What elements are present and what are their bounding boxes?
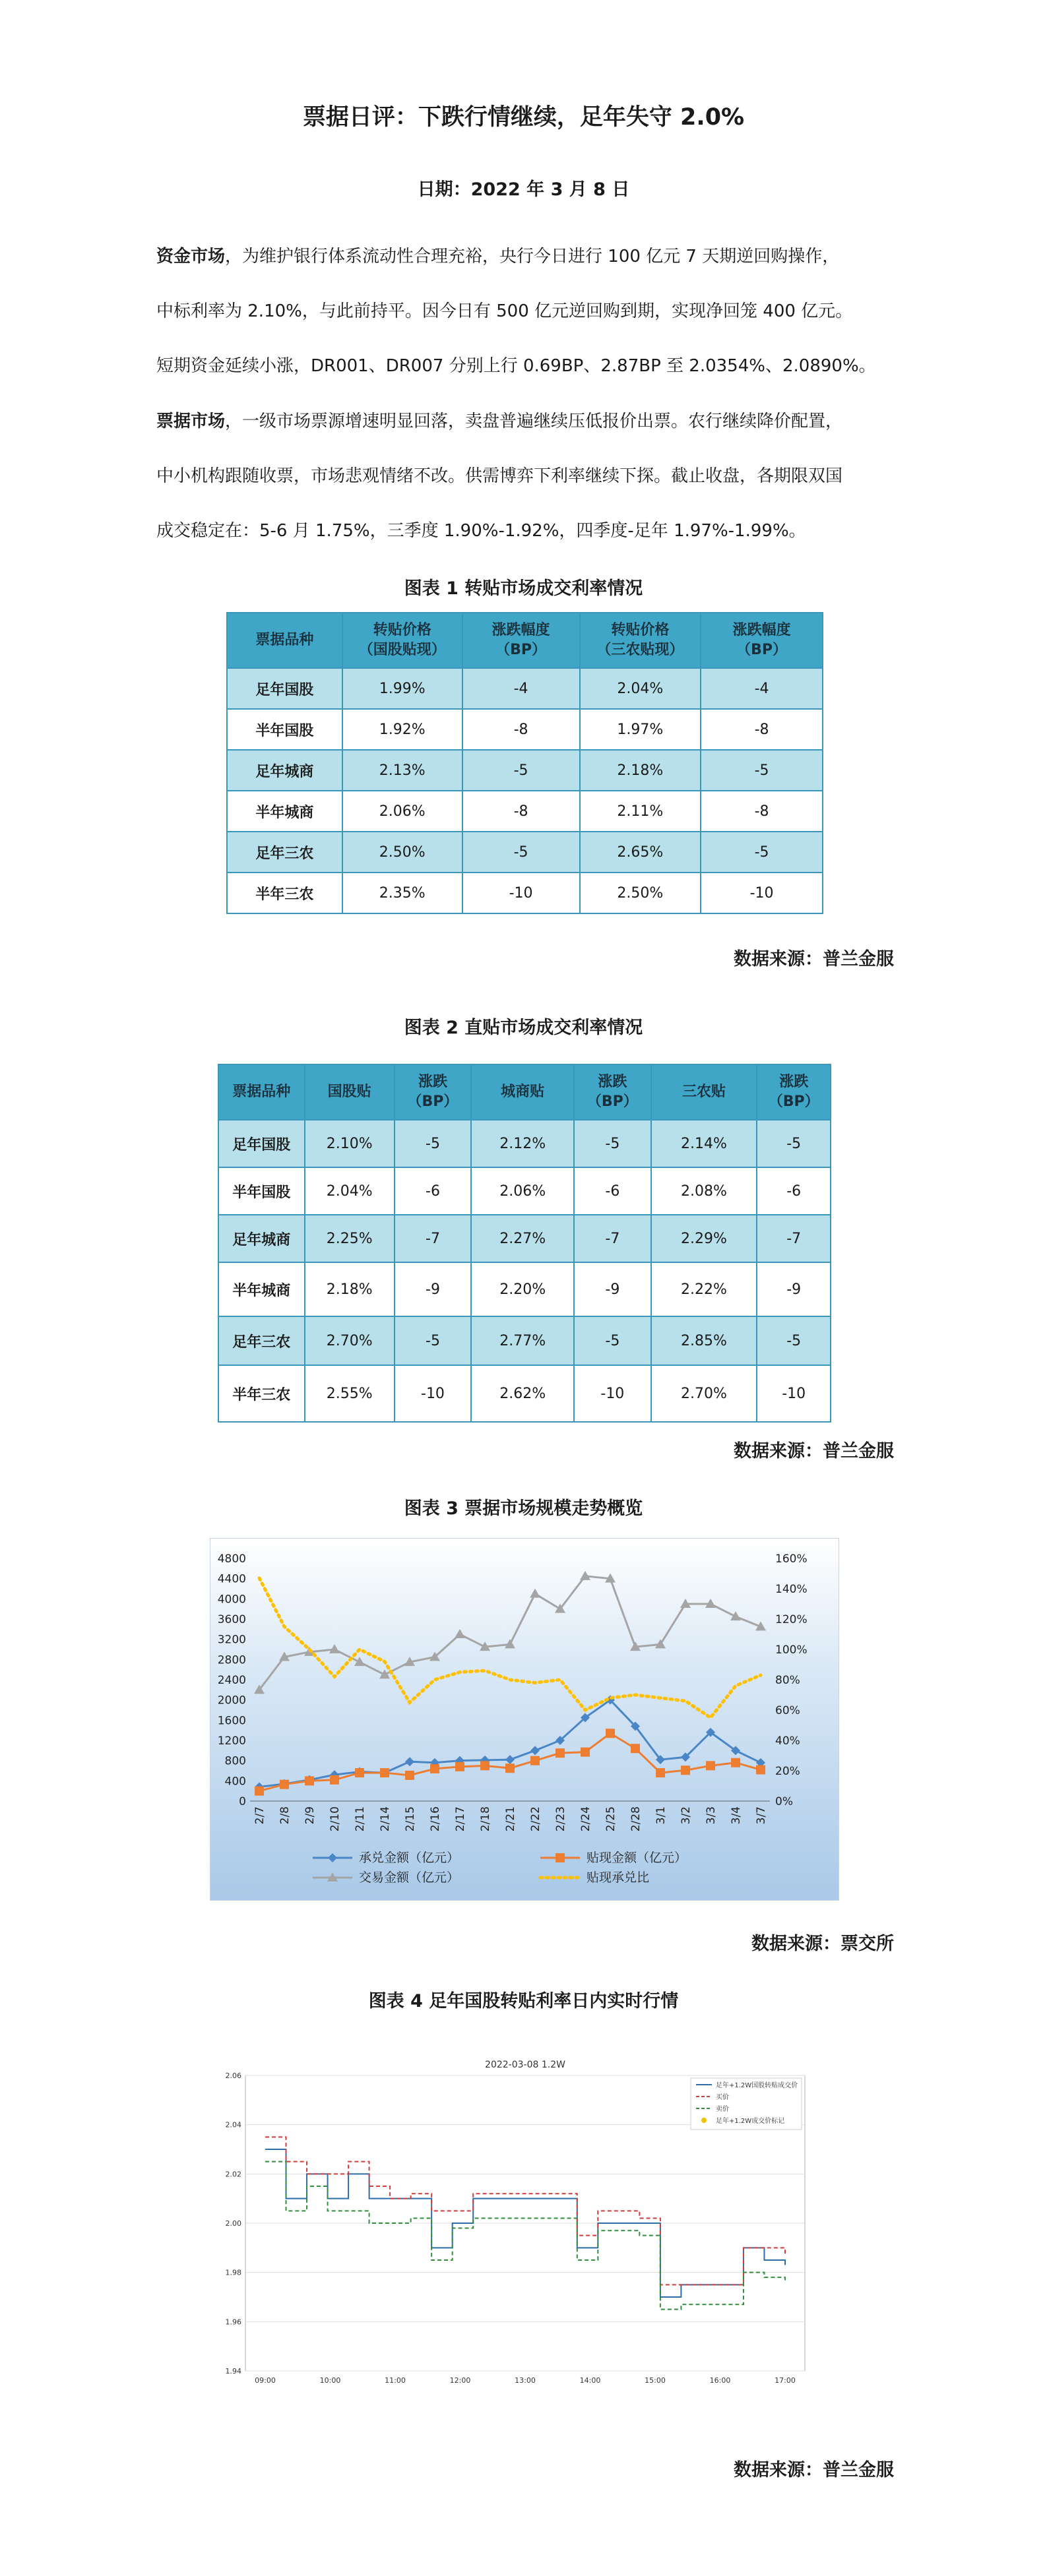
table-row — [227, 750, 823, 791]
row-label: 半年城商 — [227, 791, 342, 832]
row-label: 足年城商 — [227, 750, 342, 791]
table-cell: -8 — [701, 791, 823, 832]
y-left-tick-label: 3600 — [217, 1613, 246, 1626]
x-tick-label: 2/9 — [303, 1806, 317, 1825]
column-header-line: 转贴价格 — [373, 622, 431, 638]
y-right-tick-label: 140% — [775, 1583, 808, 1596]
table2-caption: 图表 2 直贴市场成交利率情况 — [404, 1018, 643, 1038]
y-left-tick-label: 2400 — [217, 1674, 246, 1687]
legend-label: 足年+1.2W成交价标记 — [716, 2118, 785, 2125]
column-header — [574, 1064, 651, 1120]
table-row — [227, 668, 823, 709]
data-point — [730, 1611, 741, 1620]
table-cell: 2.18% — [580, 750, 701, 791]
y-left-tick-label: 4000 — [217, 1593, 246, 1607]
row-label: 足年三农 — [227, 832, 342, 873]
data-point — [731, 1758, 740, 1767]
chart3-caption: 图表 3 票据市场规模走势概览 — [404, 1498, 643, 1519]
table-cell: 2.10% — [305, 1120, 395, 1167]
table-cell: 2.04% — [580, 668, 701, 709]
data-point — [455, 1762, 464, 1771]
table-cell: 2.62% — [471, 1365, 574, 1422]
x-tick-label: 2/23 — [554, 1806, 567, 1832]
table-cell: -6 — [395, 1167, 472, 1215]
x-tick-label: 14:00 — [579, 2376, 601, 2385]
table-cell: -9 — [757, 1262, 831, 1316]
table-cell: 2.65% — [580, 832, 701, 873]
data-point — [505, 1755, 515, 1764]
row-label: 足年国股 — [218, 1120, 305, 1167]
y-tick-label: 1.98 — [225, 2268, 241, 2277]
legend-marker — [555, 1853, 565, 1862]
y-right-tick-label: 160% — [775, 1552, 808, 1566]
y-tick-label: 1.96 — [225, 2317, 241, 2327]
table-cell: 2.08% — [651, 1167, 757, 1215]
table-cell: 2.20% — [471, 1262, 574, 1316]
table-cell: 2.14% — [651, 1120, 757, 1167]
table-cell: -7 — [395, 1215, 472, 1262]
table-cell: 2.55% — [305, 1365, 395, 1422]
x-tick-label: 15:00 — [645, 2376, 666, 2385]
bill-market-label: 票据市场 — [156, 412, 226, 431]
x-tick-label: 2/17 — [454, 1806, 467, 1832]
table-cell: -6 — [757, 1167, 831, 1215]
para1-line3: 短期资金延续小涨，DR001、DR007 分别上行 0.69BP、2.87BP 至 2.0354%、2.0890%。 — [156, 356, 876, 376]
data-point — [631, 1744, 640, 1753]
legend-label: 承兑金额（亿元） — [359, 1851, 460, 1865]
data-point — [580, 1571, 590, 1580]
table-cell: 2.04% — [305, 1167, 395, 1215]
x-tick-label: 3/3 — [705, 1806, 718, 1825]
y-right-tick-label: 120% — [775, 1613, 808, 1626]
x-tick-label: 11:00 — [385, 2376, 406, 2385]
y-tick-label: 2.06 — [225, 2071, 241, 2080]
column-header-line: 涨跌幅度 — [492, 622, 550, 638]
table-cell: -5 — [757, 1120, 831, 1167]
table-cell: -10 — [395, 1365, 472, 1422]
y-left-tick-label: 400 — [224, 1775, 246, 1789]
row-label: 半年国股 — [227, 709, 342, 750]
legend-marker — [701, 2118, 707, 2123]
table-cell: 2.27% — [471, 1215, 574, 1262]
table-cell: -8 — [462, 791, 580, 832]
table-cell: -7 — [574, 1215, 651, 1262]
y-left-tick-label: 800 — [224, 1754, 246, 1768]
table-cell: 2.06% — [342, 791, 462, 832]
table-row — [218, 1316, 831, 1365]
data-point — [405, 1771, 414, 1780]
column-header-line: 三农贴 — [682, 1084, 726, 1100]
direct-discount-rate-table — [218, 1064, 831, 1423]
y-tick-label: 1.94 — [225, 2367, 241, 2376]
y-tick-label: 2.04 — [225, 2120, 241, 2130]
data-point — [305, 1776, 314, 1785]
data-point — [505, 1639, 515, 1648]
data-point — [530, 1589, 540, 1598]
data-point — [355, 1768, 364, 1777]
chart-title: 2022-03-08 1.2W — [485, 2060, 565, 2070]
data-point — [329, 1644, 340, 1653]
data-point — [354, 1657, 365, 1666]
x-tick-label: 2/24 — [579, 1806, 592, 1832]
table-row — [218, 1365, 831, 1422]
table-cell: -5 — [395, 1316, 472, 1365]
column-header — [757, 1064, 831, 1120]
data-point — [656, 1768, 665, 1777]
para1-line2: 中标利率为 2.10%，与此前持平。因今日有 500 亿元逆回购到期，实现净回笼 400 亿元。 — [156, 301, 853, 321]
y-tick-label: 2.00 — [225, 2219, 241, 2228]
table-cell: -7 — [757, 1215, 831, 1262]
column-header-line: （国股贴现） — [358, 642, 446, 658]
row-label: 足年三农 — [218, 1316, 305, 1365]
legend-label: 卖价 — [716, 2106, 729, 2113]
y-left-tick-label: 4800 — [217, 1552, 246, 1566]
table-row — [218, 1215, 831, 1262]
table-cell: 2.29% — [651, 1215, 757, 1262]
column-header-line: 城商贴 — [501, 1084, 545, 1100]
table-cell: -4 — [462, 668, 580, 709]
x-tick-label: 2/11 — [354, 1806, 367, 1832]
legend-label: 买价 — [716, 2094, 729, 2101]
data-point — [581, 1748, 590, 1757]
data-point — [505, 1763, 515, 1773]
row-label: 足年城商 — [218, 1215, 305, 1262]
data-point — [530, 1746, 540, 1755]
data-point — [655, 1639, 666, 1648]
table-row — [227, 873, 823, 913]
column-header-line: （BP） — [768, 1093, 819, 1110]
table-cell: 2.12% — [471, 1120, 574, 1167]
row-label: 半年三农 — [227, 873, 342, 913]
table-cell: 2.06% — [471, 1167, 574, 1215]
table-cell: -4 — [701, 668, 823, 709]
intraday-rate-chart — [218, 2048, 831, 2404]
chart4-caption: 图表 4 足年国股转贴利率日内实时行情 — [368, 1991, 679, 2011]
table-cell: -9 — [395, 1262, 472, 1316]
table-cell: -5 — [757, 1316, 831, 1365]
y-left-tick-label: 3200 — [217, 1633, 246, 1647]
x-tick-label: 2/7 — [253, 1806, 267, 1825]
rediscount-rate-table — [226, 612, 823, 914]
data-point — [756, 1765, 765, 1774]
column-header — [227, 613, 342, 668]
column-header-line: （BP） — [736, 642, 788, 658]
x-tick-label: 10:00 — [319, 2376, 341, 2385]
column-header — [701, 613, 823, 668]
table-cell: 2.22% — [651, 1262, 757, 1316]
x-tick-label: 2/22 — [529, 1806, 542, 1832]
table-cell: 2.85% — [651, 1316, 757, 1365]
y-right-tick-label: 100% — [775, 1643, 808, 1657]
data-point — [280, 1780, 289, 1789]
table-row — [218, 1262, 831, 1316]
data-point — [455, 1629, 465, 1638]
intraday-rate-chart-svg — [218, 2048, 831, 2404]
table-cell: -10 — [462, 873, 580, 913]
x-tick-label: 13:00 — [515, 2376, 536, 2385]
column-header — [218, 1064, 305, 1120]
column-header-line: 涨跌幅度 — [732, 622, 791, 638]
table-cell: -8 — [701, 709, 823, 750]
data-point — [681, 1765, 690, 1775]
table-cell: -5 — [701, 832, 823, 873]
table-row — [227, 709, 823, 750]
table-cell: 2.35% — [342, 873, 462, 913]
data-point — [530, 1756, 540, 1765]
column-header-line: 涨跌 — [418, 1074, 447, 1090]
data-point — [430, 1764, 439, 1773]
table-cell: -5 — [574, 1316, 651, 1365]
y-left-tick-label: 1200 — [217, 1734, 246, 1748]
column-header-line: （三农贴现） — [596, 642, 684, 658]
y-right-tick-label: 80% — [775, 1674, 800, 1687]
market-scale-chart — [210, 1538, 839, 1901]
row-label: 足年国股 — [227, 668, 342, 709]
y-left-tick-label: 0 — [239, 1795, 246, 1808]
column-header-line: 涨跌 — [598, 1074, 627, 1090]
data-point — [606, 1729, 615, 1738]
x-tick-label: 16:00 — [709, 2376, 731, 2385]
table1-caption: 图表 1 转贴市场成交利率情况 — [404, 578, 643, 599]
column-header-line: 国股贴 — [327, 1084, 371, 1100]
legend-label: 贴现承兑比 — [587, 1870, 650, 1885]
table-cell: 2.25% — [305, 1215, 395, 1262]
data-point — [706, 1761, 715, 1770]
column-header — [305, 1064, 395, 1120]
x-tick-label: 17:00 — [775, 2376, 796, 2385]
column-header-line: （BP） — [495, 642, 546, 658]
table-row — [218, 1120, 831, 1167]
x-tick-label: 12:00 — [449, 2376, 471, 2385]
table-cell: -9 — [574, 1262, 651, 1316]
column-header-line: 票据品种 — [232, 1084, 291, 1100]
column-header — [651, 1064, 757, 1120]
table-cell: 2.77% — [471, 1316, 574, 1365]
table-cell: -6 — [574, 1167, 651, 1215]
data-point — [555, 1748, 565, 1758]
data-point — [330, 1775, 339, 1785]
table-cell: -5 — [462, 750, 580, 791]
table-cell: 1.97% — [580, 709, 701, 750]
x-tick-label: 3/4 — [730, 1806, 743, 1825]
y-left-tick-label: 4400 — [217, 1572, 246, 1586]
legend-label: 交易金额（亿元） — [359, 1870, 460, 1885]
column-header — [471, 1064, 574, 1120]
data-point — [379, 1669, 390, 1678]
table-cell: 2.50% — [580, 873, 701, 913]
table2-source: 数据来源：普兰金服 — [734, 1441, 894, 1461]
report-date: 日期：2022 年 3 月 8 日 — [417, 179, 630, 200]
column-header-line: 票据品种 — [255, 632, 314, 648]
table-cell: 2.11% — [580, 791, 701, 832]
table-cell: -5 — [395, 1120, 472, 1167]
column-header-line: 涨跌 — [779, 1074, 809, 1090]
column-header — [342, 613, 462, 668]
legend-label: 贴现金额（亿元） — [587, 1851, 687, 1865]
row-label: 半年城商 — [218, 1262, 305, 1316]
legend-marker — [328, 1853, 337, 1862]
table-cell: 2.18% — [305, 1262, 395, 1316]
para2-line1: ，一级市场票源增速明显回落，卖盘普遍继续压低报价出票。农行继续降价配置， — [225, 412, 843, 431]
column-header — [395, 1064, 472, 1120]
legend-label: 足年+1.2W国股转贴成交价 — [716, 2082, 798, 2089]
y-left-tick-label: 2800 — [217, 1653, 246, 1667]
table-row — [227, 791, 823, 832]
table-cell: 1.99% — [342, 668, 462, 709]
data-point — [255, 1787, 264, 1796]
table-cell: -5 — [574, 1120, 651, 1167]
para1-line1: ，为维护银行体系流动性合理充裕，央行今日进行 100 亿元 7 天期逆回购操作， — [225, 247, 840, 266]
y-right-tick-label: 0% — [775, 1795, 793, 1808]
table-cell: -10 — [701, 873, 823, 913]
table-cell: -10 — [757, 1365, 831, 1422]
row-label: 半年三农 — [218, 1365, 305, 1422]
table-cell: 2.70% — [651, 1365, 757, 1422]
y-tick-label: 2.02 — [225, 2170, 241, 2179]
y-right-tick-label: 20% — [775, 1765, 800, 1778]
column-header — [580, 613, 701, 668]
table-cell: 2.50% — [342, 832, 462, 873]
x-tick-label: 3/1 — [654, 1806, 668, 1825]
x-tick-label: 2/25 — [604, 1806, 618, 1832]
x-tick-label: 2/16 — [429, 1806, 442, 1832]
column-header-line: （BP） — [407, 1093, 459, 1110]
table1-source: 数据来源：普兰金服 — [734, 949, 894, 969]
x-tick-label: 2/15 — [404, 1806, 417, 1832]
table-cell: -5 — [701, 750, 823, 791]
x-tick-label: 2/8 — [278, 1806, 292, 1825]
money-market-label: 资金市场 — [156, 247, 226, 266]
y-right-tick-label: 40% — [775, 1734, 800, 1748]
data-point — [405, 1757, 414, 1766]
x-tick-label: 2/18 — [479, 1806, 492, 1832]
x-tick-label: 3/7 — [755, 1806, 768, 1825]
chart3-source: 数据来源：票交所 — [751, 1934, 894, 1954]
table-cell: -5 — [462, 832, 580, 873]
chart4-source: 数据来源：普兰金服 — [734, 2460, 894, 2480]
para2-line3: 成交稳定在：5-6 月 1.75%，三季度 1.90%-1.92%，四季度-足年 1.97%-1.99%。 — [156, 521, 806, 541]
column-header-line: （BP） — [587, 1093, 638, 1110]
column-header-line: 转贴价格 — [611, 622, 670, 638]
x-tick-label: 3/2 — [680, 1806, 693, 1825]
x-tick-label: 09:00 — [255, 2376, 276, 2385]
x-tick-label: 2/21 — [504, 1806, 517, 1832]
y-left-tick-label: 1600 — [217, 1714, 246, 1728]
x-tick-label: 2/14 — [379, 1806, 392, 1832]
column-header — [462, 613, 580, 668]
table-cell: -10 — [574, 1365, 651, 1422]
page-title: 票据日评：下跌行情继续，足年失守 2.0% — [302, 104, 745, 131]
data-point — [380, 1768, 389, 1777]
y-left-tick-label: 2000 — [217, 1694, 246, 1707]
table-cell: -8 — [462, 709, 580, 750]
table-cell: 2.13% — [342, 750, 462, 791]
para2-line2: 中小机构跟随收票，市场悲观情绪不改。供需博弈下利率继续下探。截止收盘，各期限双国 — [156, 466, 843, 486]
table-cell: 2.70% — [305, 1316, 395, 1365]
money-market-paragraph — [156, 230, 902, 394]
market-scale-chart-svg — [210, 1539, 839, 1900]
row-label: 半年国股 — [218, 1167, 305, 1215]
table-row — [218, 1167, 831, 1215]
series-line — [259, 1576, 761, 1690]
data-point — [480, 1761, 490, 1770]
table-row — [227, 832, 823, 873]
x-tick-label: 2/28 — [629, 1806, 643, 1832]
bill-market-paragraph — [156, 394, 902, 559]
table-cell: 1.92% — [342, 709, 462, 750]
x-tick-label: 2/10 — [329, 1806, 342, 1832]
y-right-tick-label: 60% — [775, 1704, 800, 1717]
